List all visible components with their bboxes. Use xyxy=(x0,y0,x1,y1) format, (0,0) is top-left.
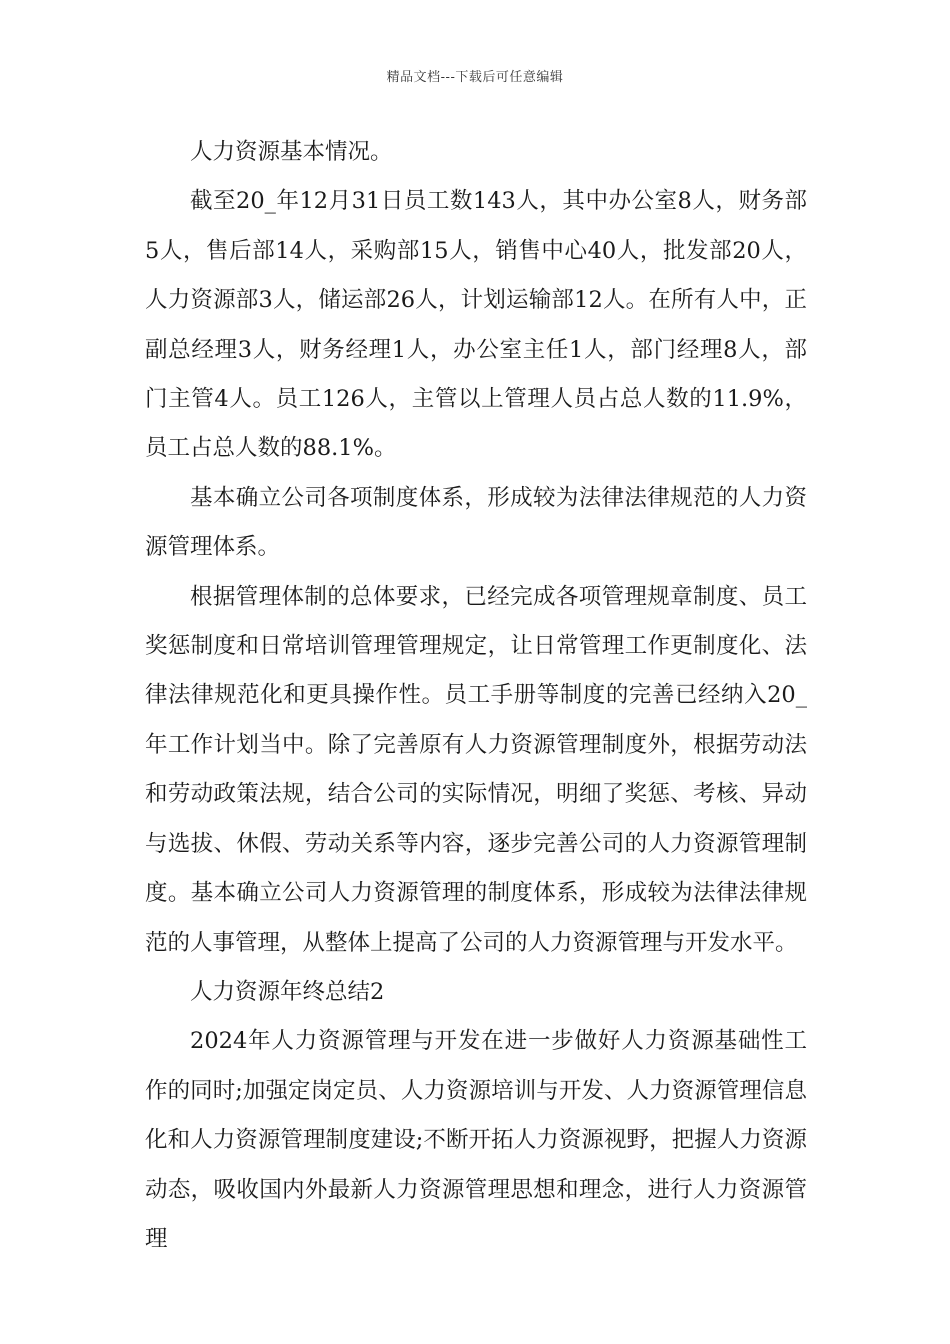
section-heading-summary-2: 人力资源年终总结2 xyxy=(190,978,385,1005)
page-header: 精品文档---下载后可任意编辑 xyxy=(386,70,564,85)
paragraph-management-rules: 根据管理体制的总体要求，已经完成各项管理规章制度、员工奖惩制度和日常培训管理管理规定，让日常管理工作更制度化、法律法律规范化和更具操作性。员工手册等制度的完善已经纳入20_年工作计划当中。除了完善原有人力资源管理制度外，根据劳动法和劳动政策法规，结合公司的实际情况，明细了奖惩、考核、异动与选拔、休假、劳动关系等内容，逐步完善公司的人力资源管理制度。基本确立公司人力资源管理的制度体系，形成较为法律法律规范的人事管理，从整体上提高了公司的人力资源管理与开发水平。 xyxy=(145,583,807,956)
paragraph-system-established: 基本确立公司各项制度体系，形成较为法律法律规范的人力资源管理体系。 xyxy=(145,484,807,561)
paragraph-hr-overview-heading: 人力资源基本情况。 xyxy=(190,139,393,165)
document-body xyxy=(145,128,807,1264)
paragraph-2024-summary: 2024年人力资源管理与开发在进一步做好人力资源基础性工作的同时;加强定岗定员、人力资源培训与开发、人力资源管理信息化和人力资源管理制度建设;不断开拓人力资源视野，把握人力资源动态，吸收国内外最新人力资源管理思想和理念，进行人力资源管理 xyxy=(145,1028,807,1252)
paragraph-staff-statistics: 截至20_年12月31日员工数143人，其中办公室8人，财务部5人，售后部14人，采购部15人，销售中心40人，批发部20人，人力资源部3人，储运部26人，计划运输部12人。在所有人中，正副总经理3人，财务经理1人，办公室主任1人，部门经理8人，部门主管4人。员工126人，主管以上管理人员占总人数的11.9%，员工占总人数的88.1%。 xyxy=(145,188,807,462)
